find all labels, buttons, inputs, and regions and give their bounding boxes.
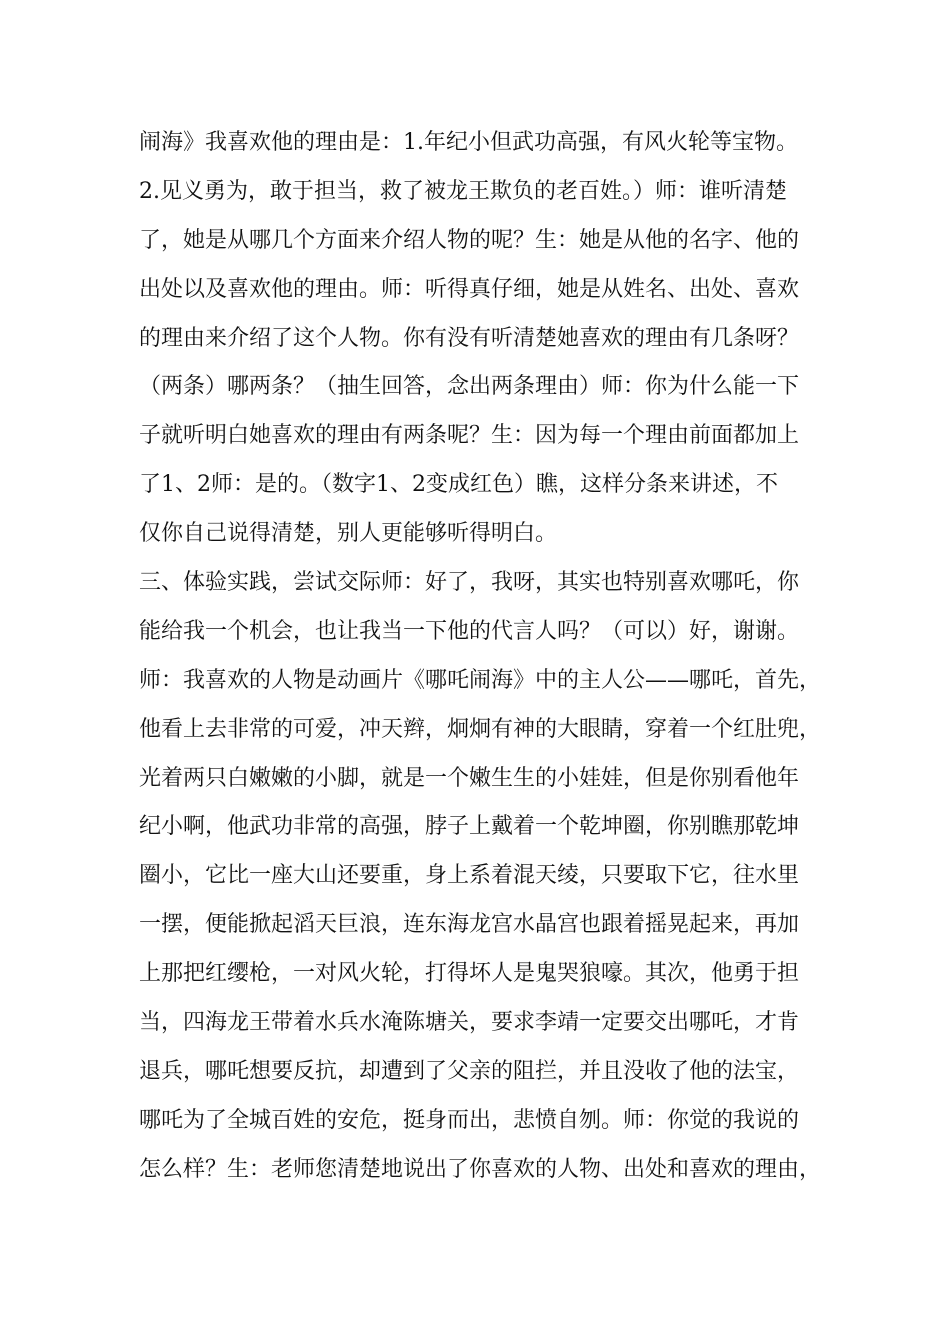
- text-line: 他看上去非常的可爱，冲天辫，炯炯有神的大眼睛，穿着一个红肚兜，: [139, 716, 822, 742]
- text-line: 上那把红缨枪，一对风火轮，打得坏人是鬼哭狼嚎。其次，他勇于担: [139, 961, 800, 987]
- text-line: 师：我喜欢的人物是动画片《哪吒闹海》中的主人公——哪吒，首先，: [139, 667, 822, 693]
- text-line: 圈小，它比一座大山还要重，身上系着混天绫，只要取下它，往水里: [139, 863, 800, 889]
- text-line: 仅你自己说得清楚，别人更能够听得明白。: [139, 521, 558, 547]
- text-line: 当，四海龙王带着水兵水淹陈塘关，要求李靖一定要交出哪吒，才肯: [139, 1010, 800, 1036]
- text-line: （两条）哪两条？（抽生回答，念出两条理由）师：你为什么能一下: [139, 374, 800, 400]
- text-line: 纪小啊，他武功非常的高强，脖子上戴着一个乾坤圈，你别瞧那乾坤: [139, 814, 800, 840]
- text-line: 子就听明白她喜欢的理由有两条呢？生：因为每一个理由前面都加上: [139, 423, 800, 449]
- text-line: 光着两只白嫩嫩的小脚，就是一个嫩生生的小娃娃，但是你别看他年: [139, 765, 800, 791]
- text-line: 一摆，便能掀起滔天巨浪，连东海龙宫水晶宫也跟着摇晃起来，再加: [139, 912, 800, 938]
- text-line: 了，她是从哪几个方面来介绍人物的呢？生：她是从他的名字、他的: [139, 227, 800, 253]
- text-line: 怎么样？生：老师您清楚地说出了你喜欢的人物、出处和喜欢的理由，: [139, 1156, 822, 1182]
- text-line: 能给我一个机会，也让我当一下他的代言人吗？（可以）好，谢谢。: [139, 618, 800, 644]
- text-line: 出处以及喜欢他的理由。师：听得真仔细，她是从姓名、出处、喜欢: [139, 276, 800, 302]
- body-text: [139, 119, 822, 1195]
- text-line: 2.见义勇为，敢于担当，救了被龙王欺负的老百姓。）师：谁听清楚: [139, 178, 787, 204]
- text-line: 了1、2师：是的。（数字1、2变成红色）瞧，这样分条来讲述，不: [139, 472, 778, 498]
- text-line: 退兵，哪吒想要反抗，却遭到了父亲的阻拦，并且没收了他的法宝，: [139, 1058, 800, 1084]
- text-line: 三、体验实践，尝试交际师：好了，我呀，其实也特别喜欢哪吒，你: [139, 570, 800, 596]
- text-line: 哪吒为了全城百姓的安危，挺身而出，悲愤自刎。师：你觉的我说的: [139, 1107, 800, 1133]
- text-line: 闹海》我喜欢他的理由是：1.年纪小但武功高强，有风火轮等宝物。: [139, 130, 798, 155]
- text-line: 的理由来介绍了这个人物。你有没有听清楚她喜欢的理由有几条呀？: [139, 325, 800, 351]
